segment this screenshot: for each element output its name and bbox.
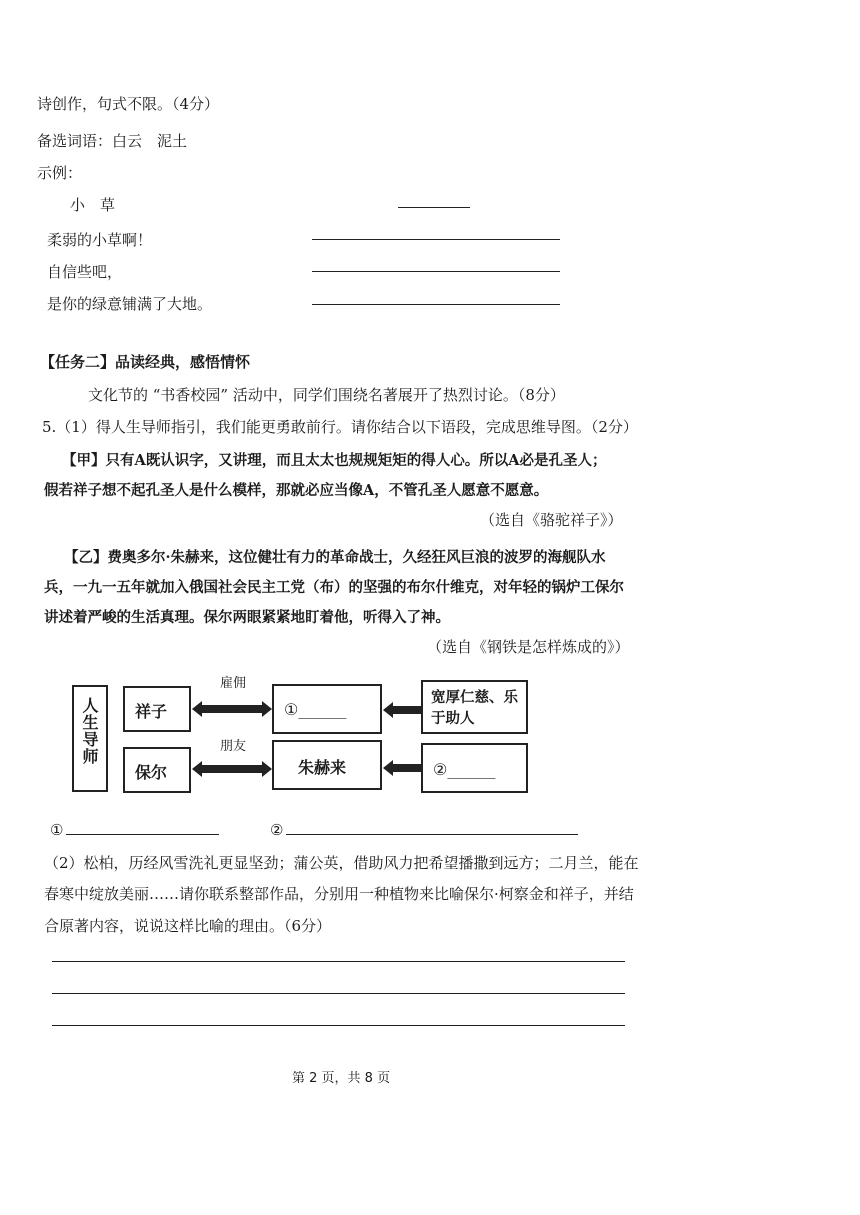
- answer-blank-title: [398, 207, 470, 208]
- passage-a-line-2: 假若祥子想不起孔圣人是什么模样，那就必应当像A，不管孔圣人愿意不愿意。: [44, 482, 549, 499]
- mindmap-row2-relation: 朋友: [220, 739, 247, 754]
- word-options: 备选词语：白云 泥土: [37, 132, 188, 150]
- left-arrow-icon: [383, 701, 421, 719]
- poem-line-3: 是你的绿意铺满了大地。: [47, 295, 213, 313]
- question-5-part-1: 5.（1）得人生导师指引，我们能更勇敢前行。请你结合以下语段，完成思维导图。（2分）: [42, 418, 638, 436]
- question-5-part-2-line-2: 春寒中绽放美丽……请你联系整部作品，分别用一种植物来比喻保尔·柯察金和祥子，并结: [44, 885, 634, 903]
- passage-b-line-2: 兵，一九一五年就加入俄国社会民主工党（布）的坚强的布尔什维克，对年轻的锅炉工保尔: [44, 579, 624, 596]
- passage-b-line-1: 【乙】费奥多尔·朱赫来，这位健壮有力的革命战士，久经狂风巨浪的波罗的海舰队水: [64, 549, 606, 566]
- mindmap-box-trait-1: [421, 680, 528, 734]
- answer-blank-line-1: [312, 239, 560, 240]
- passage-a-line-1: 【甲】只有A既认识字，又讲理，而且太太也规规矩矩的得人心。所以A必是孔圣人；: [62, 452, 607, 469]
- poem-line-1: 柔弱的小草啊！: [47, 231, 153, 249]
- answer-blank-1: [66, 834, 219, 835]
- poem-title: 小 草: [70, 196, 116, 214]
- double-arrow-icon: [192, 699, 272, 719]
- answer-mark-1: ①: [50, 821, 64, 839]
- mindmap-row2-left: 保尔: [135, 763, 168, 782]
- mindmap-row1-relation: 雇佣: [220, 676, 247, 691]
- intro-line: 诗创作，句式不限。（4分）: [37, 95, 220, 113]
- mindmap-box-xiangzi: [123, 686, 191, 732]
- mindmap-box-blank-1: [272, 684, 382, 734]
- answer-blank-2: [286, 834, 578, 835]
- passage-b-line-3: 讲述着严峻的生活真理。保尔两眼紧紧地盯着他，听得入了神。: [44, 609, 450, 626]
- mindmap-box-baoer: [123, 747, 191, 793]
- question-5-part-2-line-1: （2）松柏，历经风雪洗礼更显坚劲；蒲公英，借助风力把希望播撒到远方；二月兰，能在: [44, 854, 639, 872]
- mindmap-box-zhuhelai: [272, 740, 382, 790]
- mindmap-row1-right: 宽厚仁慈、乐于助人: [431, 689, 518, 727]
- double-arrow-icon: [192, 759, 272, 779]
- answer-mark-2: ②: [270, 821, 284, 839]
- answer-blank-line-3: [312, 304, 560, 305]
- mindmap-side-box: [72, 685, 108, 792]
- mindmap-box-trait-2: [421, 743, 528, 793]
- answer-blank-line-2: [312, 271, 560, 272]
- task2-intro: 文化节的 “书香校园” 活动中，同学们围绕名著展开了热烈讨论。（8分）: [88, 386, 565, 404]
- passage-a-source: （选自《骆驼祥子》）: [480, 511, 623, 529]
- mindmap-row2-middle: 朱赫来: [298, 758, 347, 777]
- poem-line-2: 自信些吧，: [47, 263, 123, 281]
- mindmap-row1-left: 祥子: [135, 702, 168, 721]
- passage-b-source: （选自《钢铁是怎样炼成的》）: [427, 638, 630, 656]
- answer-line-2: [52, 993, 625, 994]
- mindmap-side-label: 人生导师: [80, 697, 99, 765]
- mindmap-row1-middle: ①______: [284, 700, 347, 719]
- question-5-part-2-line-3: 合原著内容，说说这样比喻的理由。（6分）: [44, 917, 332, 935]
- mindmap-row2-right: ②______: [433, 760, 496, 779]
- page-footer: 第 2 页，共 8 页: [292, 1071, 391, 1086]
- example-label: 示例：: [37, 164, 83, 182]
- task2-heading: 【任务二】品读经典，感悟情怀: [40, 353, 251, 371]
- answer-line-3: [52, 1025, 625, 1026]
- left-arrow-icon: [383, 759, 421, 777]
- answer-line-1: [52, 961, 625, 962]
